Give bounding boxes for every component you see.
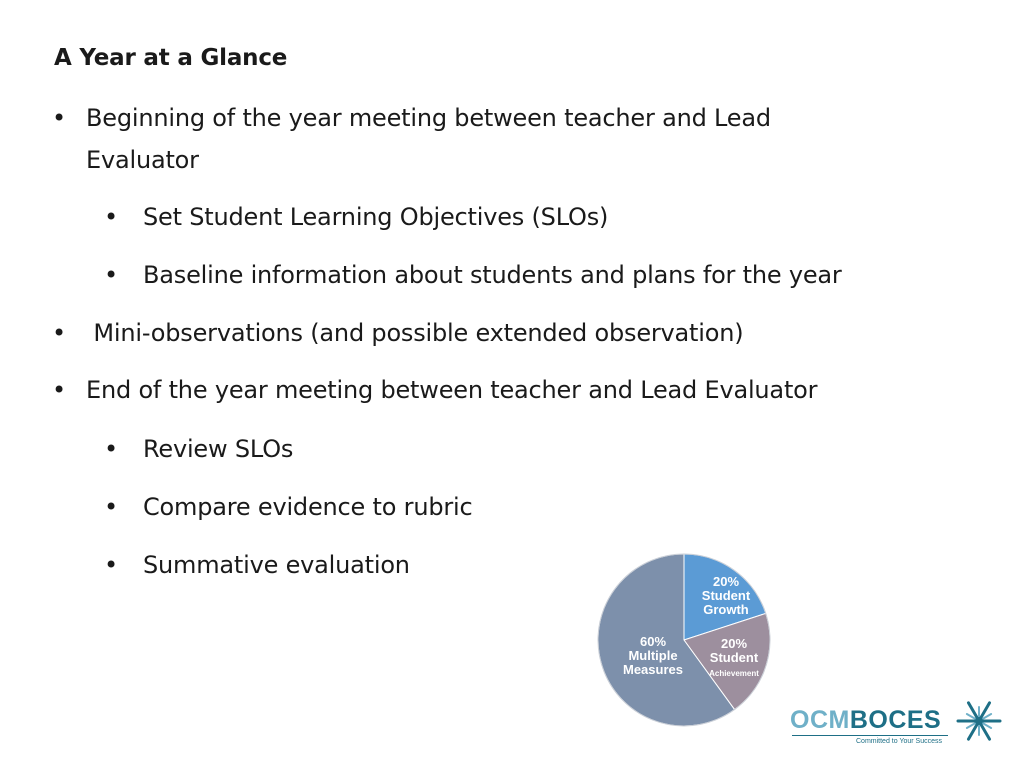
bullet-icon: • xyxy=(104,493,118,521)
slide-title: A Year at a Glance xyxy=(54,45,288,71)
bullet-text: Review SLOs xyxy=(143,435,294,463)
logo-tagline: Committed to Your Success xyxy=(856,738,942,745)
pie-slice-percent: 20% xyxy=(712,574,740,589)
pie-slice-category: Growth xyxy=(703,602,749,617)
logo-wordmark-ocm: OCM xyxy=(790,706,850,734)
bullet-text: Evaluator xyxy=(86,146,199,174)
bullet-icon: • xyxy=(104,435,118,463)
bullet-icon: • xyxy=(104,551,118,579)
bullet-icon: • xyxy=(104,203,118,231)
bullet-text: Set Student Learning Objectives (SLOs) xyxy=(143,203,609,231)
bullet-text: Compare evidence to rubric xyxy=(143,493,473,521)
pie-slice-category: Multiple xyxy=(628,648,678,663)
pie-slice-percent: 60% xyxy=(639,634,667,649)
pie-slice-percent: 20% xyxy=(720,636,748,651)
logo-divider xyxy=(792,735,948,736)
pie-slice-category: Achievement xyxy=(709,669,759,678)
starburst-center xyxy=(975,717,983,725)
pie-slice-category: Student xyxy=(709,650,759,665)
bullet-text: Beginning of the year meeting between teacher and Lead xyxy=(86,104,771,132)
bullet-icon: • xyxy=(52,104,66,132)
starburst-icon xyxy=(956,698,1002,744)
bullet-icon: • xyxy=(52,319,66,347)
bullet-icon: • xyxy=(104,261,118,289)
bullet-text: Baseline information about students and plans for the year xyxy=(143,261,842,289)
ocm-boces-logo xyxy=(790,696,1004,752)
bullet-icon: • xyxy=(52,376,66,404)
pie-slice-category: Measures xyxy=(623,662,683,677)
bullet-text: End of the year meeting between teacher and Lead Evaluator xyxy=(86,376,818,404)
logo-wordmark xyxy=(790,706,941,735)
pie-chart xyxy=(596,552,772,728)
bullet-text: Summative evaluation xyxy=(143,551,410,579)
bullet-text: Mini-observations (and possible extended observation) xyxy=(86,319,744,347)
pie-slice-category: Student xyxy=(701,588,751,603)
logo-wordmark-boces: BOCES xyxy=(849,706,942,734)
